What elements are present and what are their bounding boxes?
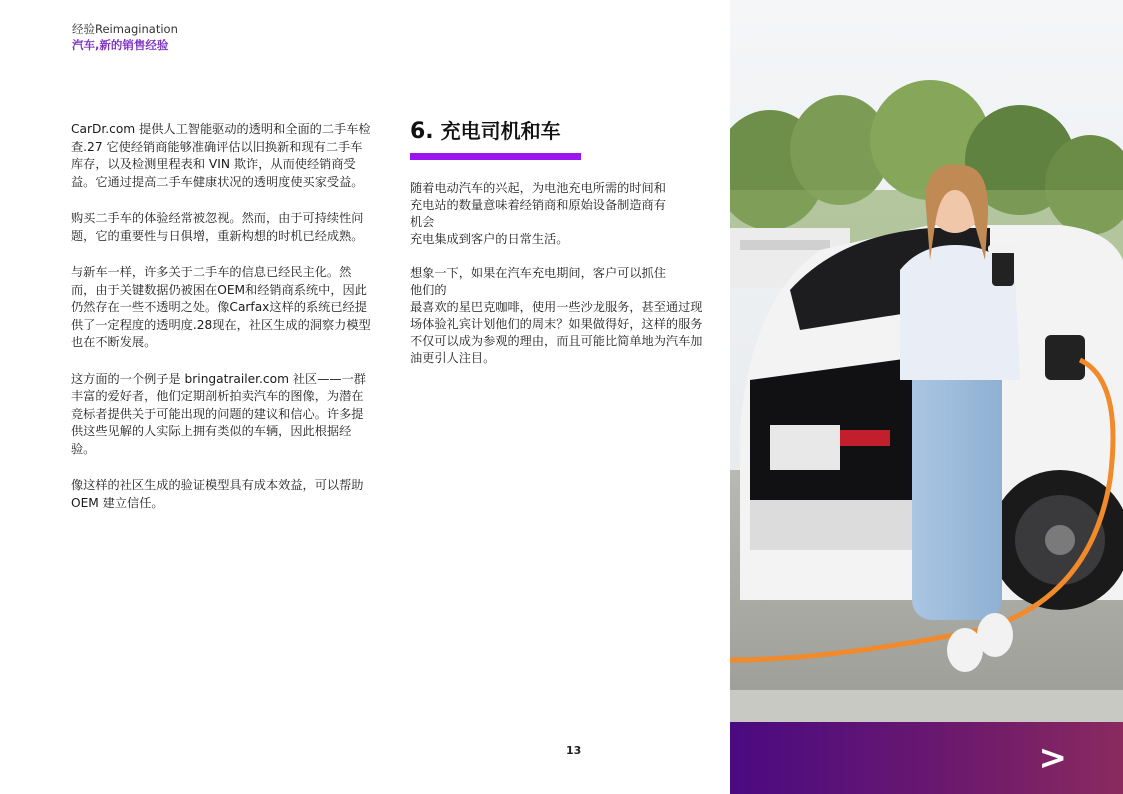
section-heading <box>410 116 720 147</box>
section-column <box>410 116 720 384</box>
ev-charging-photo <box>730 0 1123 722</box>
paragraph-line: 最喜欢的星巴克咖啡，使用一些沙龙服务，甚至通过现 <box>410 300 703 314</box>
section-title: 充电司机和车 <box>440 119 561 143</box>
heading-underline <box>410 153 581 160</box>
paragraph-line: 机会 <box>410 215 435 229</box>
page-number: 13 <box>566 744 582 757</box>
section-paragraph-2 <box>410 265 720 367</box>
paragraph-line: 油更引人注目。 <box>410 351 496 365</box>
paragraph-line: 充电集成到客户的日常生活。 <box>410 232 569 246</box>
body-paragraph: 像这样的社区生成的验证模型具有成本效益，可以帮助 OEM 建立信任。 <box>71 478 364 510</box>
body-paragraph: CarDr.com 提供人工智能驱动的透明和全面的二手车检查.27 它使经销商能够准确评估以旧换新和现有二手车库存，以及检测里程表和 VIN 欺诈，从而使经销商受益。它通过提高二手车健康状况的透明度使买家受益。 <box>71 122 371 189</box>
body-paragraph: 与新车一样，许多关于二手车的信息已经民主化。然而，由于关键数据仍被困在OEM和经销商系统中，因此仍然存在一些不透明之处。像Carfax这样的系统已经提供了一定程度的透明度.28现在，社区生成的洞察力模型也在不断发展。 <box>71 265 371 349</box>
body-paragraph: 这方面的一个例子是 bringatrailer.com 社区——一群丰富的爱好者，他们定期剖析拍卖汽车的图像，为潜在竞标者提供关于可能出现的问题的建议和信心。许多提供这些见解的人实际上拥有类似的车辆，因此根据经验。 <box>71 371 366 456</box>
paragraph-line: 不仅可以成为参观的理由，而且可能比简单地为汽车加 <box>410 334 703 348</box>
header-publication-title: 经验Reimagination <box>72 22 178 36</box>
paragraph-line: 他们的 <box>410 283 447 297</box>
ev-charging-illustration <box>730 0 1123 722</box>
running-header <box>72 21 178 53</box>
body-paragraph: 购买二手车的体验经常被忽视。然而，由于可持续性问题，它的重要性与日俱增，重新构想的时机已经成熟。 <box>71 211 364 243</box>
paragraph-line: 充电站的数量意味着经销商和原始设备制造商有 <box>410 198 666 212</box>
paragraph-line: 想象一下，如果在汽车充电期间，客户可以抓住 <box>410 266 666 280</box>
section-paragraph-1 <box>410 180 720 248</box>
next-page-arrow-icon[interactable]: > <box>1038 738 1067 778</box>
section-number: 6. <box>410 119 434 144</box>
left-text-column <box>71 121 371 531</box>
paragraph-line: 场体验礼宾计划他们的周末？如果做得好，这样的服务 <box>410 317 703 331</box>
paragraph-line: 随着电动汽车的兴起，为电池充电所需的时间和 <box>410 181 666 195</box>
footer-gradient-band <box>730 722 1123 794</box>
header-section-title: 汽车,新的销售经验 <box>72 38 169 52</box>
